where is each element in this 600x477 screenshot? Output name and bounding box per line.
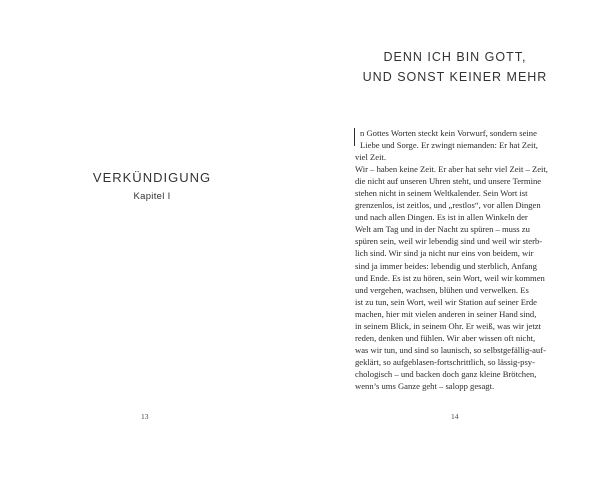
text-line: und nach allen Dingen. Es ist in allen Winkeln der xyxy=(355,212,528,223)
text-line: ist zu tun, sein Wort, weil wir Station auf seiner Erde xyxy=(355,296,537,307)
text-line: wenn’s ums Ganze geht – salopp gesagt. xyxy=(355,380,495,391)
section-title-line: UND SONST KEINER MEHR xyxy=(362,70,548,84)
text-line: reden, denken und fühlen. Wir aber wissen oft nicht, xyxy=(355,332,536,343)
text-line: in seinem Blick, in seinem Ohr. Er weiß, was wir jetzt xyxy=(355,320,541,331)
page-number-left: 13 xyxy=(141,412,149,421)
text-line: stehen nicht in seinem Weltkalender. Sein Wort ist xyxy=(355,188,528,199)
section-title xyxy=(355,47,555,87)
text-line: Liebe und Sorge. Er zwingt niemanden: Er hat Zeit, xyxy=(360,140,538,151)
text-line: die nicht auf unseren Uhren steht, und unsere Termine xyxy=(355,176,542,187)
text-line: und vergehen, wachsen, blühen und verwelken. Es xyxy=(355,284,529,295)
text-line: sind ja immer beides: lebendig und sterblich, Anfang xyxy=(355,260,537,271)
section-title-line: DENN ICH BIN GOTT, xyxy=(383,50,527,64)
chapter-subtitle: Kapitel I xyxy=(133,191,171,202)
text-line: was wir tun, und sind so launisch, so selbstgefällig-auf- xyxy=(355,344,546,355)
text-line: Welt am Tag und in der Nacht zu spüren – muss zu xyxy=(355,224,530,235)
chapter-title: VERKÜNDIGUNG xyxy=(92,170,212,185)
text-line: n Gottes Worten steckt kein Vorwurf, sondern seine xyxy=(360,128,537,138)
text-line: chologisch – und backen doch ganz kleine Brötchen, xyxy=(355,368,537,379)
text-line: und Ende. Es ist zu hören, sein Wort, weil wir kommen xyxy=(355,272,545,283)
body-text xyxy=(355,127,565,392)
text-line: lich sind. Wir sind ja nicht nur eins von beidem, wir xyxy=(355,248,534,259)
right-page xyxy=(300,0,600,477)
text-line: geklärt, so aufgeblasen-fortschrittlich, so lässig-psy- xyxy=(355,356,535,367)
text-line: spüren sein, weil wir lebendig sind und weil wir sterb- xyxy=(355,236,543,247)
text-line: Wir – haben keine Zeit. Er aber hat sehr viel Zeit – Zeit, xyxy=(355,164,548,175)
text-line: machen, hier mit vielen anderen in seiner Hand sind, xyxy=(355,308,537,319)
page-number-right: 14 xyxy=(451,412,459,421)
text-line: viel Zeit. xyxy=(355,152,387,163)
text-line: grenzenlos, ist zeitlos, und „restlos“, vor allen Dingen xyxy=(355,200,541,211)
